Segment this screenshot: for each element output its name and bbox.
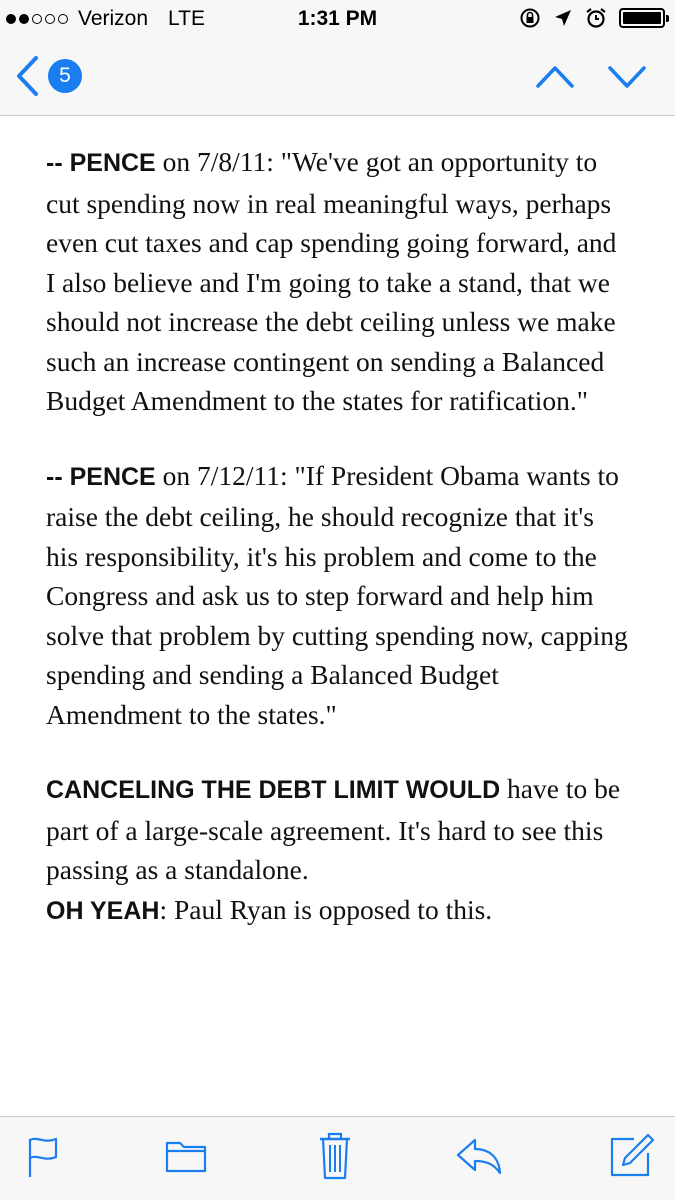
chevron-down-icon[interactable]	[606, 56, 648, 98]
paragraph-text: have to be part of a large-scale agreement. It's hard to see this passing as a standalone.	[46, 773, 621, 885]
unread-count-badge[interactable]: 5	[48, 59, 82, 93]
paragraph-lead: -- PENCE	[46, 149, 156, 177]
message-body	[0, 116, 675, 1116]
trash-icon[interactable]	[318, 1131, 352, 1181]
paragraph-pence-quote-1	[46, 142, 629, 421]
paragraph-lead-2: OH YEAH	[46, 896, 160, 925]
status-bar	[0, 0, 675, 40]
paragraph-lead: CANCELING THE DEBT LIMIT WOULD	[46, 776, 501, 804]
bottom-toolbar	[0, 1116, 675, 1200]
status-right	[519, 7, 665, 29]
rotation-lock-icon	[519, 7, 541, 29]
nav-bar	[0, 40, 675, 116]
paragraph-lead: -- PENCE	[46, 462, 156, 491]
paragraph-text: on 7/12/11: "If President Obama wants to raise the debt ceiling, he should recognize that it's his responsibility, it's his problem and come to the Congress and ask us to step forward and help him solve that problem by cutting spending now, capping spending and sending a Balanced Budget Amendment to the states."	[46, 459, 628, 730]
paragraph-text-2: : Paul Ryan is opposed to this.	[159, 893, 493, 925]
paragraph-text: on 7/8/11: "We've got an opportunity to cut spending now in real meaningful ways, perhaps even cut taxes and cap spending going forward, and I also believe and I'm going to take a stand, that we should not increase the debt ceiling unless we make such an increase contingent on sending a Balanced Budget Amendment to the states for ratification."	[46, 146, 617, 416]
compose-icon[interactable]	[608, 1133, 656, 1179]
paragraph-debt-limit	[46, 769, 629, 931]
battery-icon	[619, 8, 665, 28]
status-time: 1:31 PM	[297, 7, 378, 30]
chevron-up-icon[interactable]	[534, 56, 576, 98]
paragraph-pence-quote-2	[46, 456, 629, 735]
flag-icon[interactable]	[26, 1135, 60, 1179]
reply-icon[interactable]	[455, 1137, 503, 1177]
back-button[interactable]	[14, 54, 82, 98]
carrier-label: Verizon	[78, 7, 149, 30]
chevron-left-icon[interactable]	[14, 54, 40, 98]
folder-icon[interactable]	[165, 1135, 207, 1175]
location-arrow-icon	[553, 8, 573, 28]
alarm-icon	[585, 7, 607, 29]
network-label: LTE	[168, 7, 206, 30]
